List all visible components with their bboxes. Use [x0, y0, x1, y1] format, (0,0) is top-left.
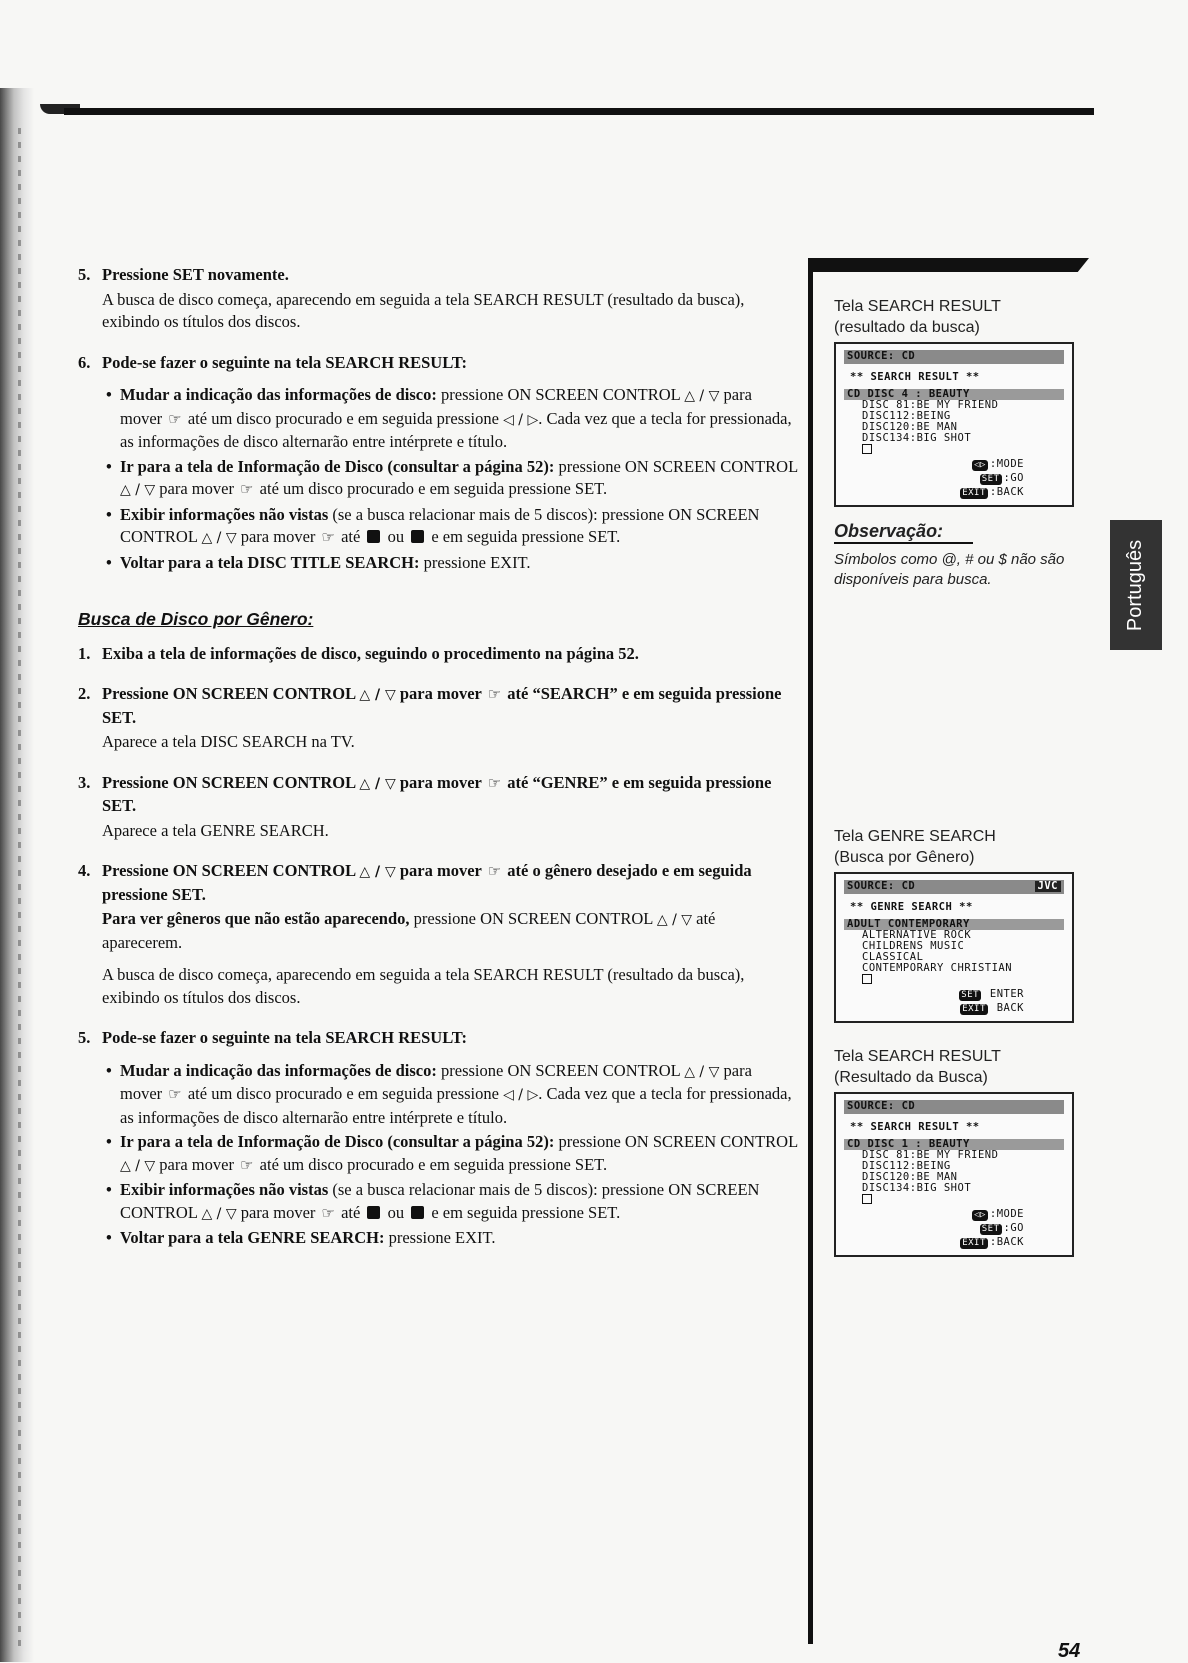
screen-caption-sub: (Resultado da Busca): [834, 1069, 988, 1086]
step-number: 1.: [78, 643, 91, 663]
osd-title: ** SEARCH RESULT **: [850, 371, 980, 383]
osd-row: DISC112:BEING: [862, 410, 951, 422]
step-text: Aparece a tela DISC SEARCH na TV.: [102, 732, 355, 751]
scan-binding-edge: [0, 88, 34, 1662]
list-item: • Ir para a tela de Informação de Disco (consultar a página 52): pressione ON SCREEN CONTROL △ / ▽ para mover ☞ até um disco procurado e em seguida pressione SET.: [102, 456, 798, 502]
step-text: Aparece a tela GENRE SEARCH.: [102, 820, 329, 840]
page-number: 54: [1058, 1640, 1081, 1662]
pointer-icon: ☞: [168, 1085, 182, 1103]
note-text: Símbolos como @, # ou $ não são disponíveis para busca.: [834, 551, 1065, 588]
options-list: [102, 384, 798, 574]
pointer-icon: ☞: [168, 409, 182, 428]
up-down-arrows-icon: △ / ▽: [656, 912, 693, 928]
osd-title: ** GENRE SEARCH **: [850, 901, 973, 913]
osd-screen: [834, 1092, 1074, 1257]
step-number: 4.: [78, 861, 91, 880]
osd-row: DISC134:BIG SHOT: [862, 432, 972, 444]
osd-source-bar: SOURCE: CD: [844, 1100, 1064, 1114]
step-heading: Pressione ON SCREEN CONTROL △ / ▽ para mover ☞ até “GENRE” e em seguida pressione SET.: [102, 772, 772, 815]
osd-key: EXIT :BACK: [962, 1236, 1024, 1248]
step-6: [78, 352, 798, 575]
osd-highlight-row: CD DISC 4 : BEAUTY: [844, 389, 1064, 400]
osd-row: DISC112:BEING: [862, 1160, 951, 1172]
up-down-arrows-icon: △ / ▽: [359, 775, 396, 792]
osd-row: DISC134:BIG SHOT: [862, 1182, 972, 1194]
osd-row: DISC120:BE MAN: [862, 421, 958, 433]
up-page-icon: [411, 1206, 424, 1219]
step-text: Para ver gêneros que não estão aparecendo, pressione ON SCREEN CONTROL △ / ▽ até aparecerem.: [102, 909, 716, 952]
list-item: • Ir para a tela de Informação de Disco (consultar a página 52): pressione ON SCREEN CONTROL △ / ▽ para mover ☞ até um disco procurado e em seguida pressione SET.: [102, 1131, 798, 1177]
osd-key: ◁▷ :MODE: [974, 458, 1024, 470]
note-title: Observação:: [834, 521, 973, 544]
osd-row: DISC120:BE MAN: [862, 1171, 958, 1183]
osd-row: CLASSICAL: [862, 951, 924, 963]
step-text: A busca de disco começa, aparecendo em seguida a tela SEARCH RESULT (resultado da busca), exibindo os títulos dos discos.: [102, 965, 745, 1007]
list-item: • Exibir informações não vistas (se a busca relacionar mais de 5 discos): pressione ON SCREEN CONTROL △ / ▽ para mover ☞ até ou e em seguida pressione SET.: [102, 1179, 798, 1225]
main-column: [78, 264, 798, 1268]
osd-source-bar: SOURCE: CD: [844, 350, 1064, 364]
step-heading: Exiba a tela de informações de disco, seguindo o procedimento na página 52.: [102, 643, 639, 663]
options-list: [102, 1060, 798, 1250]
up-down-arrows-icon: △ / ▽: [684, 1063, 720, 1080]
pointer-icon: ☞: [240, 1155, 254, 1174]
screen-caption-sub: (resultado da busca): [834, 319, 980, 336]
genre-step-5: [78, 1027, 798, 1250]
screen-search-result-2: [834, 1046, 1074, 1257]
set-key-icon: SET: [981, 1224, 1000, 1234]
pointer-icon: ☞: [240, 480, 254, 498]
step-number: 5.: [78, 265, 91, 284]
osd-row: ALTERNATIVE ROCK: [862, 929, 972, 941]
osd-key: EXIT :BACK: [962, 486, 1024, 498]
osd-highlight-row: CD DISC 1 : BEAUTY: [844, 1139, 1064, 1150]
sidebar-rule: [808, 264, 813, 1644]
osd-key: SET ENTER: [961, 988, 1024, 1000]
osd-title: ** SEARCH RESULT **: [850, 1121, 980, 1133]
exit-key-icon: EXIT: [962, 1238, 986, 1248]
genre-step-4: [78, 860, 798, 1009]
step-5: [78, 264, 798, 334]
up-down-arrows-icon: △ / ▽: [359, 864, 396, 880]
pointer-icon: ☞: [487, 773, 502, 792]
osd-key: ◁▷ :MODE: [974, 1208, 1024, 1220]
step-number: 3.: [78, 772, 91, 792]
step-number: 2.: [78, 684, 91, 703]
list-item: • Mudar a indicação das informações de disco: pressione ON SCREEN CONTROL △ / ▽ para mover ☞ até um disco procurado e em seguida pressione ◁ / ▷. Cada vez que a tecla for pressionada, as informações de disco alternarão entre intérprete e título.: [102, 384, 798, 454]
set-key-icon: SET: [961, 990, 980, 1000]
screen-caption: Tela GENRE SEARCH: [834, 828, 996, 845]
osd-source-bar: JVC SOURCE: CD: [844, 880, 1064, 894]
osd-screen: [834, 872, 1074, 1023]
mode-key-icon: ◁▷: [974, 1210, 986, 1220]
step-heading: Pressione SET novamente.: [102, 265, 289, 284]
osd-row: CHILDRENS MUSIC: [862, 940, 965, 952]
list-item: • Voltar para a tela GENRE SEARCH: pressione EXIT.: [102, 1227, 798, 1250]
genre-step-1: [78, 643, 798, 666]
exit-key-icon: EXIT: [962, 1004, 986, 1014]
up-down-arrows-icon: △ / ▽: [201, 1205, 237, 1222]
screen-caption-sub: (Busca por Gênero): [834, 849, 975, 866]
up-page-icon: [411, 530, 424, 543]
up-down-arrows-icon: △ / ▽: [120, 1157, 156, 1174]
mode-key-icon: ◁▷: [974, 460, 986, 470]
jvc-logo: JVC: [1035, 881, 1061, 892]
section-title: Busca de Disco por Gênero:: [78, 609, 314, 629]
screen-search-result-1: [834, 296, 1074, 590]
pointer-icon: ☞: [321, 528, 335, 546]
up-down-arrows-icon: △ / ▽: [359, 687, 396, 703]
exit-key-icon: EXIT: [962, 488, 986, 498]
up-down-arrows-icon: △ / ▽: [684, 388, 720, 404]
osd-row: DISC 81:BE MY FRIEND: [862, 1149, 999, 1161]
step-text: A busca de disco começa, aparecendo em seguida a tela SEARCH RESULT (resultado da busca), exibindo os títulos dos discos.: [102, 289, 745, 331]
step-heading: Pode-se fazer o seguinte na tela SEARCH RESULT:: [102, 352, 467, 372]
screen-caption: Tela SEARCH RESULT: [834, 298, 1001, 315]
pointer-icon: ☞: [487, 685, 502, 703]
language-tab: [1110, 520, 1162, 650]
osd-key: EXIT BACK: [962, 1002, 1024, 1014]
scroll-marker-icon: [862, 444, 872, 454]
step-heading: Pode-se fazer o seguinte na tela SEARCH RESULT:: [102, 1028, 467, 1047]
step-heading: Pressione ON SCREEN CONTROL △ / ▽ para mover ☞ até “SEARCH” e em seguida pressione SET.: [102, 684, 782, 727]
list-item: • Exibir informações não vistas (se a busca relacionar mais de 5 discos): pressione ON SCREEN CONTROL △ / ▽ para mover ☞ até ou e em seguida pressione SET.: [102, 504, 798, 550]
up-down-arrows-icon: △ / ▽: [120, 482, 156, 498]
screen-genre-search: [834, 826, 1074, 1023]
down-page-icon: [367, 1206, 380, 1219]
step-number: 5.: [78, 1028, 91, 1047]
list-item: • Mudar a indicação das informações de disco: pressione ON SCREEN CONTROL △ / ▽ para mover ☞ até um disco procurado e em seguida pressione ◁ / ▷. Cada vez que a tecla for pressionada, as informações de disco alternarão entre intérprete e título.: [102, 1060, 798, 1130]
up-down-arrows-icon: △ / ▽: [201, 530, 237, 546]
set-key-icon: SET: [981, 474, 1000, 484]
left-right-arrows-icon: ◁ / ▷: [503, 411, 539, 428]
scroll-marker-icon: [862, 974, 872, 984]
osd-key: SET :GO: [981, 472, 1024, 484]
left-right-arrows-icon: ◁ / ▷: [503, 1087, 539, 1103]
language-tab-label: Português: [1124, 539, 1147, 631]
list-item: • Voltar para a tela DISC TITLE SEARCH: pressione EXIT.: [102, 552, 798, 575]
pointer-icon: ☞: [487, 862, 502, 880]
top-rule: [64, 108, 1094, 115]
osd-screen: [834, 342, 1074, 507]
osd-highlight-row: ADULT CONTEMPORARY: [844, 919, 1064, 930]
pointer-icon: ☞: [321, 1203, 335, 1222]
scroll-marker-icon: [862, 1194, 872, 1204]
step-number: 6.: [78, 352, 91, 372]
genre-step-3: [78, 772, 798, 843]
osd-row: DISC 81:BE MY FRIEND: [862, 399, 999, 411]
osd-key: SET :GO: [981, 1222, 1024, 1234]
screen-caption: Tela SEARCH RESULT: [834, 1048, 1001, 1065]
step-heading: Pressione ON SCREEN CONTROL △ / ▽ para mover ☞ até o gênero desejado e em seguida pressione SET.: [102, 861, 752, 904]
osd-row: CONTEMPORARY CHRISTIAN: [862, 962, 1013, 974]
down-page-icon: [367, 530, 380, 543]
sidebar-header-wedge: [808, 258, 1089, 272]
genre-step-2: [78, 683, 798, 754]
